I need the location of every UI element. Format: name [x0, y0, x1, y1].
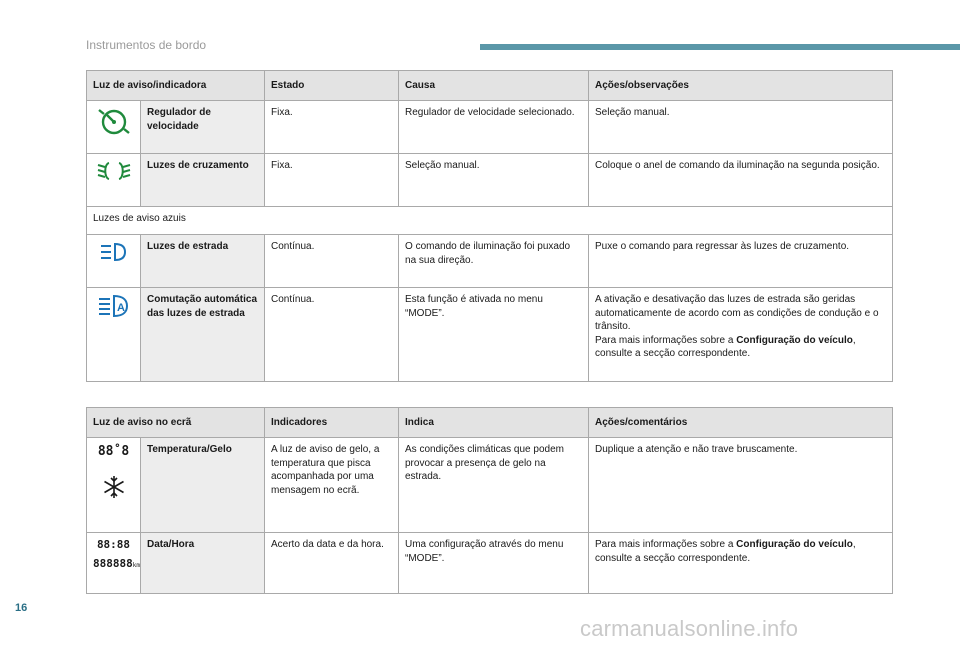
- row-cause: Esta função é ativada no menu “MODE”.: [399, 288, 589, 382]
- column-header: Ações/observações: [589, 71, 893, 101]
- table-header-row: [87, 71, 893, 101]
- action-text: A ativação e desativação das luzes de estrada são geridas automaticamente de acordo com as condições de condução e o trânsito.: [595, 294, 879, 332]
- watermark: carmanualsonline.info: [580, 616, 799, 641]
- temperature-display-icon: [87, 438, 141, 533]
- action-text: Para mais informações sobre a: [595, 539, 737, 550]
- action-text: consulte a secção correspondente.: [595, 552, 751, 564]
- row-state: Contínua.: [265, 235, 399, 288]
- column-header: Indica: [399, 408, 589, 438]
- action-text: ,: [852, 334, 856, 346]
- column-header: Indicadores: [265, 408, 399, 438]
- action-text: Para mais informações sobre a: [595, 334, 737, 346]
- odometer-digits: 888888km: [93, 556, 140, 570]
- row-state: Contínua.: [265, 288, 399, 382]
- row-state: Acerto da data e da hora.: [265, 533, 399, 594]
- row-cause: Seleção manual.: [399, 154, 589, 207]
- svg-text:A: A: [116, 302, 125, 314]
- warning-lights-table: [86, 70, 893, 382]
- row-label: Comutação automática das luzes de estrada: [141, 288, 265, 382]
- action-text: consulte a secção correspondente.: [595, 348, 751, 359]
- table-row: [87, 154, 893, 207]
- row-label: Luzes de estrada: [141, 235, 265, 288]
- clock-display-icon: [87, 533, 141, 594]
- row-label: Regulador de velocidade: [141, 101, 265, 154]
- snowflake-icon: [102, 475, 126, 499]
- cruise-control-icon: [87, 101, 141, 154]
- page-header-title: Instrumentos de bordo: [86, 38, 207, 52]
- row-cause: Regulador de velocidade selecionado.: [399, 101, 589, 154]
- table-row: [87, 101, 893, 154]
- table-row: [87, 288, 893, 382]
- header-accent-bar: [480, 44, 960, 50]
- column-header: Estado: [265, 71, 399, 101]
- row-action: Seleção manual.: [589, 101, 893, 154]
- row-state: Fixa.: [265, 101, 399, 154]
- row-action: Coloque o anel de comando da iluminação na segunda posição.: [589, 154, 893, 207]
- row-label: Temperatura/Gelo: [141, 438, 265, 533]
- auto-high-beam-icon: [87, 288, 141, 382]
- screen-indicators-table: [86, 407, 893, 594]
- section-label: Luzes de aviso azuis: [87, 207, 893, 235]
- table-row: [87, 438, 893, 533]
- row-action: [589, 288, 893, 382]
- column-header: Ações/comentários: [589, 408, 893, 438]
- column-header: Luz de aviso no ecrã: [87, 408, 265, 438]
- row-cause: O comando de iluminação foi puxado na sua direção.: [399, 235, 589, 288]
- row-cause: As condições climáticas que podem provocar a presença de gelo na estrada.: [399, 438, 589, 533]
- table-row: [87, 533, 893, 594]
- row-label: Luzes de cruzamento: [141, 154, 265, 207]
- action-bold-link: Configuração do veículo: [736, 539, 853, 550]
- column-header: Luz de aviso/indicadora: [87, 71, 265, 101]
- column-header: Causa: [399, 71, 589, 101]
- temperature-digits: 88˚8: [97, 444, 130, 459]
- high-beam-icon: [87, 235, 141, 288]
- action-text: ,: [852, 539, 856, 550]
- row-state: A luz de aviso de gelo, a temperatura que pisca acompanhada por uma mensagem no ecrã.: [265, 438, 399, 533]
- row-cause: Uma configuração através do menu “MODE”.: [399, 533, 589, 594]
- page-number: 16: [15, 602, 28, 614]
- row-label: Data/Hora: [141, 533, 265, 594]
- clock-digits: 88:88: [96, 538, 131, 551]
- low-beam-icon: [87, 154, 141, 207]
- section-row: [87, 207, 893, 235]
- table-header-row: [87, 408, 893, 438]
- row-action: Puxe o comando para regressar às luzes de cruzamento.: [589, 235, 893, 288]
- row-state: Fixa.: [265, 154, 399, 207]
- table-row: [87, 235, 893, 288]
- row-action: [589, 533, 893, 594]
- action-bold-link: Configuração do veículo: [736, 334, 853, 346]
- row-action: Duplique a atenção e não trave bruscamente.: [589, 438, 893, 533]
